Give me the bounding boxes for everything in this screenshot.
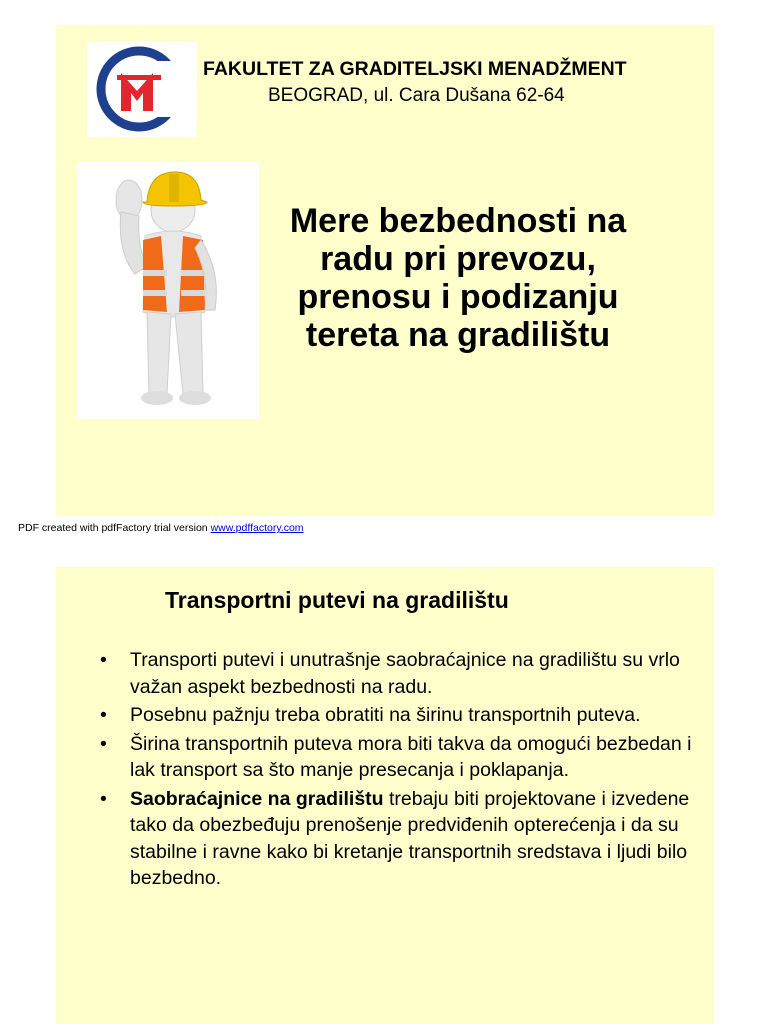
bullet-text: trebaju biti projektovane i izvedene tako da obezbeđuju prenošenje predviđenih opterećenja i da su stabilne i ravne kako bi kretanje transportnih sredstava i ljudi bilo bezbedno.	[130, 787, 690, 889]
institution-name: FAKULTET ZA GRADITELJSKI MENADŽMENT	[203, 58, 627, 80]
bullet-text: Posebnu pažnju treba obratiti na širinu transportnih puteva.	[130, 704, 641, 726]
construction-worker-image	[77, 162, 259, 419]
pdffactory-link[interactable]: www.pdffactory.com	[210, 522, 304, 534]
bullet-text: Širina transportnih puteva mora biti takva da omogući bezbedan i lak transport sa što manje presecanja i poklapanja.	[130, 732, 692, 781]
bullet-item	[100, 731, 700, 784]
bullet-icon: •	[100, 704, 107, 726]
slide-main-title: Mere bezbednosti na radu pri prevozu, prenosu i podizanju tereta na gradilištu	[289, 202, 627, 354]
bullet-icon: •	[100, 732, 107, 755]
institution-address: BEOGRAD, ul. Cara Dušana 62-64	[268, 85, 565, 106]
faculty-logo-icon	[87, 41, 197, 137]
bullet-item	[100, 786, 700, 892]
pdf-creator-note	[18, 522, 304, 534]
transport-slide	[56, 567, 714, 1024]
bullet-item	[100, 702, 700, 729]
bullet-bold-text: Saobraćajnice na gradilištu	[130, 787, 384, 810]
pdf-note-text: PDF created with pdfFactory trial version	[18, 522, 211, 534]
bullet-icon: •	[100, 787, 107, 810]
bullet-item	[100, 647, 700, 700]
bullet-icon: •	[100, 649, 107, 671]
section-title: Transportni putevi na gradilištu	[165, 587, 509, 613]
bullet-list	[100, 647, 700, 894]
title-slide	[56, 25, 714, 516]
bullet-text: Transporti putevi i unutrašnje saobraćajnice na gradilištu su vrlo važan aspekt bezbednosti na radu.	[130, 649, 680, 698]
